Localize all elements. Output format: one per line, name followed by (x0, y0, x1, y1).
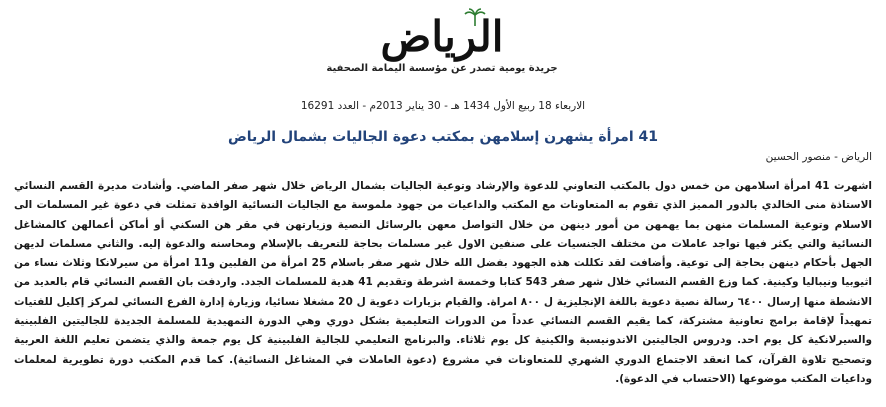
issue-dateline: الاربعاء 18 ربيع الأول 1434 هـ - 30 يناير 2013م - العدد 16291 (300, 100, 586, 112)
logo-tagline: جريدة يومية تصدر عن مؤسسة اليمامة الصحفية (326, 63, 558, 74)
palm-tree-icon (464, 8, 486, 26)
logo-wordmark: الرياض (380, 12, 504, 61)
article-headline: 41 امرأة يشهرن إسلامهن بمكتب دعوة الجاليات بشمال الرياض (227, 129, 659, 146)
masthead (0, 14, 886, 84)
newspaper-logo[interactable] (326, 12, 558, 74)
article-byline: الرياض - منصور الحسين (765, 151, 872, 163)
article-paragraph: اشهرت 41 امرأة اسلامهن من خمس دول بالمكتب التعاوني للدعوة والإرشاد وتوعية الجاليات بشمال الرياض خلال شهر صفر الماضي. وأشادت مديرة القسم النسائي الاستاذة منى الخالدي بالدور المميز الذي تقوم به المتعاونات مع المكتب والداعيات من جهود ملموسة مع الجاليات النسائية الوافدة تمثلت في دعوة غير المسلمات الى الاسلام وتوعية المسلمات منهن بما يهمهن من أمور دينهن من خلال التواصل معهن بالرسائل النصية وزيارتهن في مقر هن السكني أو أماكن أعمالهن كالمشاغل النسائية والتي يكثر فيها تواجد عاملات من مختلف الجنسيات على صنفين الاول غير مسلمات بحاجة للتعريف بالإسلام ومحاسنه والدعوة إليه. والثاني مسلمات لديهن الجهل بأحكام دينهن بحاجة إلى توعية. وأضافت لقد تكللت هذه الجهود بفضل الله خلال شهر صفر باسلام 25 امرأة من الفلبين و11 امرأة من سيرلانكا وثلاث نساء من اثيوبيا ونيباليا وكينية. كما وزع القسم النسائي خلال شهر صفر 543 كتابا وخمسة اشرطة وتقديم 41 هدية للمسلمات الجدد. واردفت بان القسم النسائي قام بالعديد من الانشطة منها إرسال ٦٤٠٠ رسالة نصية دعوية باللغة الإنجليزية ل ٨٠٠ امراة. والقيام بزيارات دعوية ل 20 مشغلا نسائيا، وزيارة إدارة الفرع النسائي لمركز إكليل للفتيات تمهيداً لإقامة برامج تعاونية مشتركة، كما يقيم القسم النسائي عدداً من الدورات التعليمية بشكل دوري وهي الدورة التمهيدية للمسلمة الجديدة للجاليتين الفلبينية والسيرلانكية كل يوم احد. ودروس الجاليتين الاندونيسية والكينية كل يوم ثلاثاء. والبرنامج التعليمي للجالية الفلبينية كل يوم جمعة والذي يتضمن تعليم اللغة العربية وتصحيح تلاوة القرآن، كما انعقد الاجتماع الدوري الشهري للمتعاونات في مشروع (دعوة العاملات في المشاغل النسائية). كما قدم المكتب دورة تطويرية لمعلمات وداعيات المكتب موضوعها (الاحتساب في الدعوة). (14, 180, 873, 385)
article-body (14, 177, 872, 389)
